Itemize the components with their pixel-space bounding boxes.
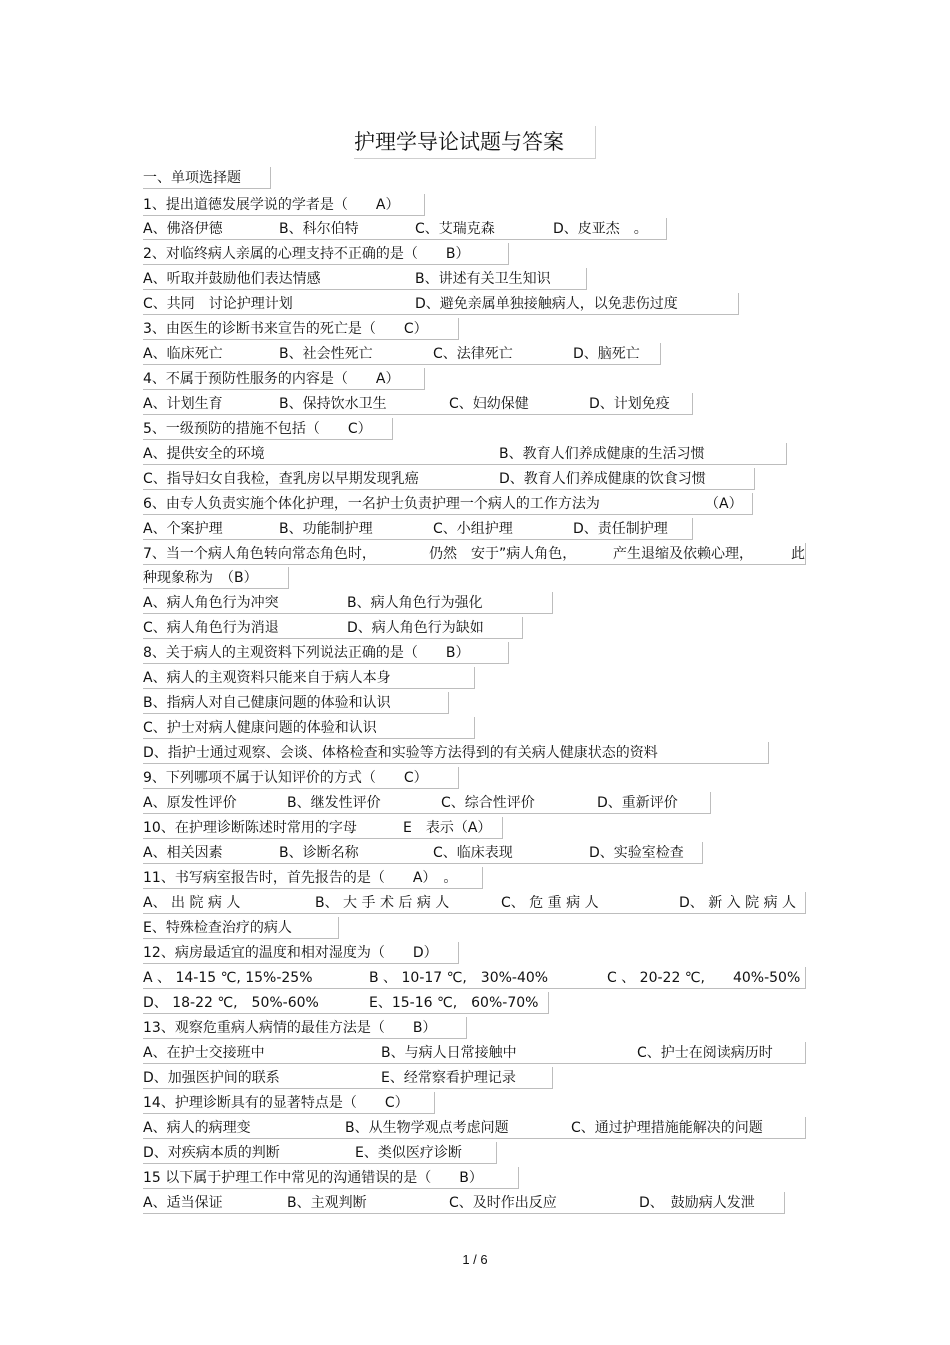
question-line-q9a bbox=[143, 792, 711, 814]
question-line-q8c bbox=[143, 717, 475, 739]
question-line-q7b bbox=[143, 567, 289, 589]
line-text: C、通过护理措施能解决的问题 bbox=[571, 1120, 763, 1136]
line-text: 此 bbox=[791, 546, 805, 562]
question-line-q7a1 bbox=[143, 592, 553, 614]
line-text: C、 危 重 病 人 bbox=[501, 895, 599, 911]
line-text: D、责任制护理 bbox=[573, 521, 668, 537]
question-line-q5b bbox=[143, 468, 755, 490]
line-text: B、与病人日常接触中 bbox=[381, 1045, 517, 1061]
question-line-q14 bbox=[143, 1092, 435, 1114]
question-line-q1a bbox=[143, 218, 667, 240]
line-text: A、听取并鼓励他们表达情感 bbox=[143, 271, 321, 287]
line-text: 6、由专人负责实施个体化护理，一名护士负责护理一个病人的工作方法为 bbox=[143, 496, 600, 512]
line-text: 14、护理诊断具有的显著特点是（ C） bbox=[143, 1095, 409, 1111]
line-text: E、类似医疗诊断 bbox=[355, 1145, 462, 1161]
page-title: 护理学导论试题与答案 bbox=[354, 126, 596, 159]
line-text: C、小组护理 bbox=[433, 521, 513, 537]
line-text: A、适当保证 bbox=[143, 1195, 223, 1211]
line-text: C、共同 讨论护理计划 bbox=[143, 296, 293, 312]
line-text: C、综合性评价 bbox=[441, 795, 535, 811]
line-text: D、病人角色行为缺如 bbox=[347, 620, 484, 636]
question-line-q8a bbox=[143, 667, 475, 689]
question-line-q8b bbox=[143, 692, 449, 714]
question-line-q7a2 bbox=[143, 617, 523, 639]
line-text: D、加强医护间的联系 bbox=[143, 1070, 280, 1086]
section-heading-text: 一、单项选择题 bbox=[143, 170, 241, 186]
question-line-q13a bbox=[143, 1042, 806, 1064]
line-text: D、 18-22 ℃, 50%-60% bbox=[143, 995, 319, 1011]
line-text: B、科尔伯特 bbox=[279, 221, 359, 237]
line-text: 4、不属于预防性服务的内容是（ A） bbox=[143, 371, 400, 387]
line-text: A 、 14-15 ℃, 15%-25% bbox=[143, 970, 313, 986]
question-line-q9 bbox=[143, 767, 459, 789]
line-text: 12、病房最适宜的温度和相对湿度为（ D） bbox=[143, 945, 438, 961]
line-text: （A） bbox=[705, 496, 743, 512]
section-heading bbox=[143, 167, 271, 189]
line-text: C、临床表现 bbox=[433, 845, 513, 861]
line-text: 3、由医生的诊断书来宣告的死亡是（ C） bbox=[143, 321, 428, 337]
question-line-q11a bbox=[143, 892, 806, 914]
line-text: B、从生物学观点考虑问题 bbox=[345, 1120, 509, 1136]
line-text: A、临床死亡 bbox=[143, 346, 223, 362]
line-text: D、避免亲属单独接触病人，以免悲伤过度 bbox=[415, 296, 678, 312]
line-text: C、指导妇女自我检，查乳房以早期发现乳癌 bbox=[143, 471, 419, 487]
line-text: B、 大 手 术 后 病 人 bbox=[315, 895, 450, 911]
line-text: 15 以下属于护理工作中常见的沟通错误的是（ B） bbox=[143, 1170, 483, 1186]
line-text: A、计划生育 bbox=[143, 396, 223, 412]
question-line-q12a bbox=[143, 967, 806, 989]
line-text: 11、书写病室报告时，首先报告的是（ A） 。 bbox=[143, 870, 458, 886]
question-line-q10a bbox=[143, 842, 703, 864]
line-text: D、 鼓励病人发泄 bbox=[639, 1195, 755, 1211]
line-text: D、实验室检查 bbox=[589, 845, 684, 861]
line-text: B、讲述有关卫生知识 bbox=[415, 271, 551, 287]
line-text: B 、 10-17 ℃, 30%-40% bbox=[369, 970, 549, 986]
line-text: C、及时作出反应 bbox=[449, 1195, 557, 1211]
line-text: C、护士在阅读病历时 bbox=[637, 1045, 773, 1061]
line-text: B、指病人对自己健康问题的体验和认识 bbox=[143, 695, 391, 711]
line-text: 13、观察危重病人病情的最佳方法是（ B） bbox=[143, 1020, 437, 1036]
line-text: B、病人角色行为强化 bbox=[347, 595, 483, 611]
line-text: B、功能制护理 bbox=[279, 521, 373, 537]
line-text: B、主观判断 bbox=[287, 1195, 367, 1211]
question-line-q2a bbox=[143, 268, 587, 290]
page-number: 1 / 6 bbox=[462, 1252, 488, 1267]
question-line-q6 bbox=[143, 493, 753, 515]
line-text: B、继发性评价 bbox=[287, 795, 381, 811]
question-line-q2b bbox=[143, 293, 739, 315]
line-text: A、病人角色行为冲突 bbox=[143, 595, 279, 611]
question-line-q11b bbox=[143, 917, 339, 939]
question-line-q5a bbox=[143, 443, 787, 465]
line-text: D、指护士通过观察、会谈、体格检查和实验等方法得到的有关病人健康状态的资料 bbox=[143, 745, 658, 761]
line-text: 仍然 安于”病人角色， bbox=[429, 546, 577, 562]
line-text: 7、当一个病人角色转向常态角色时， bbox=[143, 546, 376, 562]
line-text: E、特殊检查治疗的病人 bbox=[143, 920, 292, 936]
question-line-q3a bbox=[143, 343, 661, 365]
line-text: C、病人角色行为消退 bbox=[143, 620, 279, 636]
line-text: 10、在护理诊断陈述时常用的字母 bbox=[143, 820, 357, 836]
line-text: A、个案护理 bbox=[143, 521, 223, 537]
line-text: D、脑死亡 bbox=[573, 346, 640, 362]
line-text: A、在护士交接班中 bbox=[143, 1045, 265, 1061]
line-text: B、诊断名称 bbox=[279, 845, 359, 861]
line-text: C、妇幼保健 bbox=[449, 396, 529, 412]
line-text: B、社会性死亡 bbox=[279, 346, 373, 362]
question-line-q10 bbox=[143, 817, 503, 839]
line-text: 2、对临终病人亲属的心理支持不正确的是（ B） bbox=[143, 246, 470, 262]
line-text: A、相关因素 bbox=[143, 845, 223, 861]
line-text: C 、 20-22 ℃, 40%-50% bbox=[607, 970, 801, 986]
line-text: C、护士对病人健康问题的体验和认识 bbox=[143, 720, 377, 736]
line-text: E、经常察看护理记录 bbox=[381, 1070, 516, 1086]
line-text: E、15-16 ℃, 60%-70% bbox=[369, 995, 539, 1011]
question-line-q14b bbox=[143, 1142, 497, 1164]
question-line-q1 bbox=[143, 194, 425, 216]
question-line-q15a bbox=[143, 1192, 785, 1214]
line-text: 8、关于病人的主观资料下列说法正确的是（ B） bbox=[143, 645, 470, 661]
question-line-q11 bbox=[143, 867, 483, 889]
line-text: D、计划免疫 bbox=[589, 396, 670, 412]
line-text: 产生退缩及依赖心理， bbox=[613, 546, 753, 562]
line-text: A、原发性评价 bbox=[143, 795, 237, 811]
line-text: D、 新 入 院 病 人 bbox=[679, 895, 797, 911]
line-text: 种现象称为 （B） bbox=[143, 570, 258, 586]
line-text: D、皮亚杰 。 bbox=[553, 221, 648, 237]
line-text: B、保持饮水卫生 bbox=[279, 396, 387, 412]
question-line-q5 bbox=[143, 418, 393, 440]
line-text: A、病人的病理变 bbox=[143, 1120, 251, 1136]
question-line-q6a bbox=[143, 518, 693, 540]
question-line-q15 bbox=[143, 1167, 519, 1189]
line-text: D、重新评价 bbox=[597, 795, 678, 811]
question-line-q4a bbox=[143, 393, 693, 415]
line-text: A、 出 院 病 人 bbox=[143, 895, 241, 911]
question-line-q12b bbox=[143, 992, 549, 1014]
question-line-q8 bbox=[143, 642, 509, 664]
line-text: B、教育人们养成健康的生活习惯 bbox=[499, 446, 705, 462]
question-line-q3 bbox=[143, 318, 459, 340]
line-text: 1、提出道德发展学说的学者是（ A） bbox=[143, 197, 400, 213]
line-text: A、病人的主观资料只能来自于病人本身 bbox=[143, 670, 391, 686]
question-line-q13b bbox=[143, 1067, 553, 1089]
line-text: A、提供安全的环境 bbox=[143, 446, 265, 462]
line-text: 9、下列哪项不属于认知评价的方式（ C） bbox=[143, 770, 428, 786]
line-text: C、法律死亡 bbox=[433, 346, 513, 362]
question-line-q7 bbox=[143, 543, 806, 565]
line-text: E 表示（A） bbox=[403, 820, 492, 836]
question-line-q12 bbox=[143, 942, 459, 964]
question-line-q14a bbox=[143, 1117, 806, 1139]
question-line-q2 bbox=[143, 243, 509, 265]
question-line-q13 bbox=[143, 1017, 467, 1039]
line-text: D、对疾病本质的判断 bbox=[143, 1145, 280, 1161]
line-text: A、佛洛伊德 bbox=[143, 221, 223, 237]
line-text: 5、一级预防的措施不包括（ C） bbox=[143, 421, 372, 437]
line-text: C、艾瑞克森 bbox=[415, 221, 495, 237]
question-line-q8d bbox=[143, 742, 769, 764]
line-text: D、教育人们养成健康的饮食习惯 bbox=[499, 471, 706, 487]
question-line-q4 bbox=[143, 368, 425, 390]
